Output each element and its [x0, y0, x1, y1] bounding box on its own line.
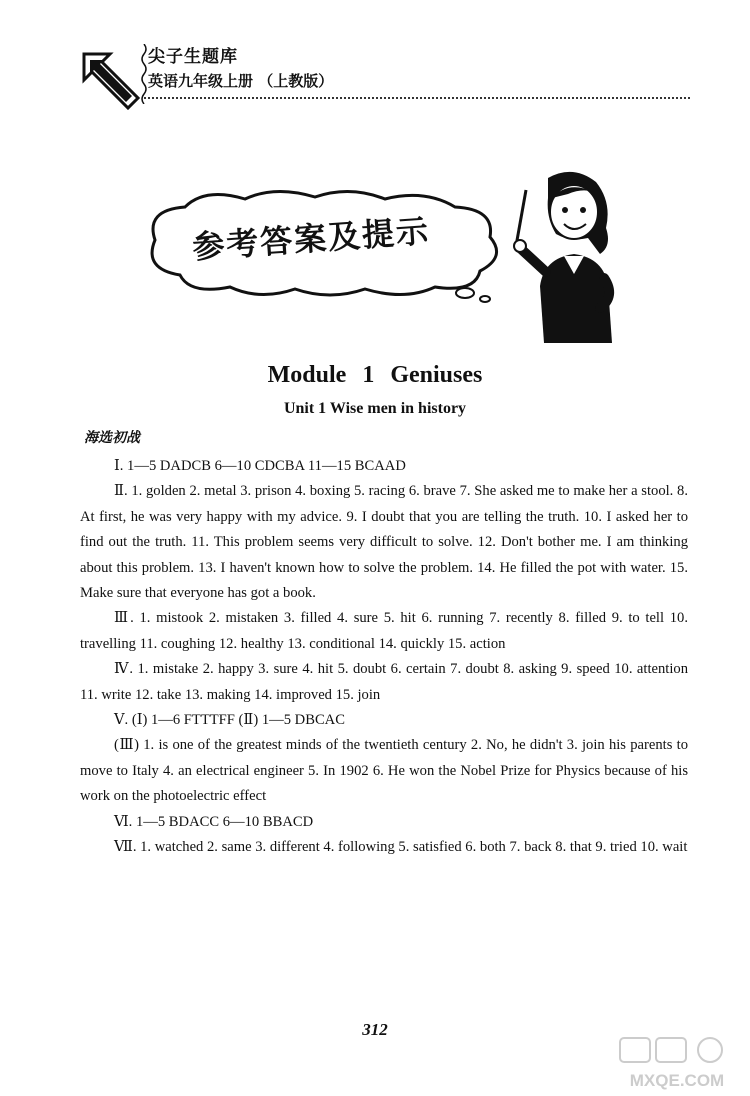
answer-part-3: Ⅲ. 1. mistook 2. mistaken 3. filled 4. sure 5. hit 6. running 7. recently 8. filled 9. to tell 10. travelling 11. coughing 12. healthy 13. conditional 14. quickly 15. action: [80, 610, 688, 652]
answer-part-4: Ⅳ. 1. mistake 2. happy 3. sure 4. hit 5. doubt 6. certain 7. doubt 8. asking 9. speed 10. attention 11. write 12. take 13. making 14. improved 15. join: [80, 661, 688, 703]
answer-part-5-sub3: (Ⅲ) 1. is one of the greatest minds of the twentieth century 2. No, he didn't 3. join his parents to move to Italy 4. an electrical engineer 5. In 1902 6. He won the Nobel Prize for Physics because of his work on the photoelectric effect: [80, 737, 688, 805]
module-title: Module 1 Geniuses: [267, 362, 483, 388]
answer-list: [80, 454, 688, 861]
unit-title: Unit 1 Wise men in history: [283, 400, 467, 417]
book-title: 英语九年级上册 （上教版）: [148, 72, 334, 90]
arrow-icon: [80, 50, 144, 110]
page-number: 312: [362, 1020, 388, 1039]
wavy-divider: [140, 44, 148, 104]
teacher-illustration: [508, 168, 618, 343]
watermark-logo: [612, 1036, 742, 1092]
answer-part-7: Ⅶ. 1. watched 2. same 3. different 4. following 5. satisfied 6. both 7. back 8. that 9. tried 10. wait: [114, 839, 688, 856]
answer-part-2: Ⅱ. 1. golden 2. metal 3. prison 4. boxing 5. racing 6. brave 7. She asked me to make her a stool. 8. At first, he was very happy with my advice. 9. I doubt that you are telling the truth. 10. I asked her to find out the truth. 11. This problem seems very difficult to solve. 12. Don't bother me. I am thinking about this problem. 13. I haven't known how to solve the problem. 14. He filled the pot with water. 15. Make sure that everyone has got a book.: [80, 483, 688, 602]
section-tag: 海选初战: [84, 430, 140, 446]
watermark-text: MXQE.COM: [629, 1071, 725, 1090]
page-header: [80, 42, 700, 112]
answer-part-1: Ⅰ. 1—5 DADCB 6—10 CDCBA 11—15 BCAAD: [114, 458, 406, 474]
answer-part-6: Ⅵ. 1—5 BDACC 6—10 BBACD: [114, 813, 314, 830]
series-title: 尖子生题库: [148, 47, 238, 67]
banner-title: 参考答案及提示: [191, 211, 432, 267]
header-rule: [144, 97, 690, 99]
answer-part-5: Ⅴ. (Ⅰ) 1—6 FTTTFF (Ⅱ) 1—5 DBCAC: [114, 712, 345, 729]
